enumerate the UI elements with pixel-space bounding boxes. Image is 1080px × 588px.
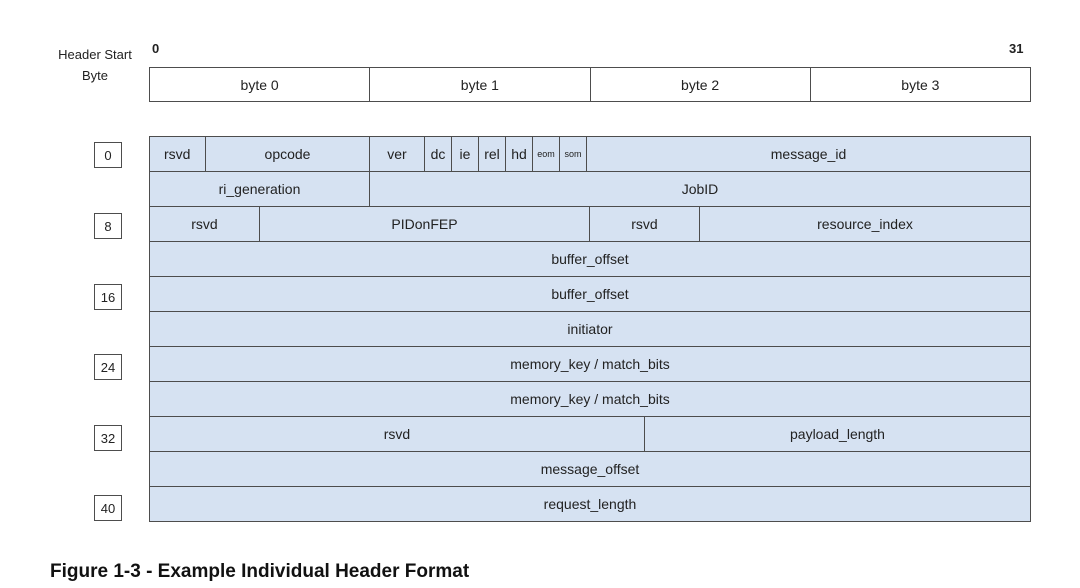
field-message-id: message_id	[770, 146, 847, 162]
field-row	[150, 312, 1030, 347]
field-row	[150, 417, 1030, 452]
field-row	[150, 242, 1030, 277]
field-rsvd: rsvd	[150, 207, 260, 241]
field-eom: eom	[533, 137, 560, 171]
field-buffer-offset: buffer_offset	[551, 286, 629, 302]
figure-caption: Figure 1-3 - Example Individual Header Format	[50, 561, 470, 582]
offset-box-0: 0	[94, 142, 122, 168]
offset-box-40: 40	[94, 495, 122, 521]
field-row	[150, 277, 1030, 312]
field-request-length: request_length	[543, 496, 637, 512]
field-memory-key: memory_key / match_bits	[510, 391, 670, 407]
header-start-label	[46, 44, 144, 86]
field-message-offset: message_offset	[540, 461, 640, 477]
byte-3-cell: byte 3	[901, 76, 940, 93]
field-row	[150, 347, 1030, 382]
byte-2-cell: byte 2	[591, 68, 811, 101]
field-ver: ver	[370, 137, 425, 171]
field-memory-key: memory_key / match_bits	[510, 356, 670, 372]
bit-end-label: 31	[1009, 41, 1024, 56]
field-row	[150, 487, 1030, 521]
header-start-label-line1: Header Start	[58, 47, 132, 62]
field-buffer-offset: buffer_offset	[551, 251, 629, 267]
bit-start-label: 0	[152, 41, 160, 56]
field-pidonfep: PIDonFEP	[260, 207, 590, 241]
field-row	[150, 207, 1030, 242]
byte-1-cell: byte 1	[370, 68, 590, 101]
field-jobid: JobID	[681, 181, 719, 197]
field-ri-generation: ri_generation	[150, 172, 370, 206]
header-field-grid	[149, 136, 1031, 522]
field-resource-index: resource_index	[817, 216, 913, 232]
field-opcode: opcode	[206, 137, 370, 171]
byte-0-cell: byte 0	[150, 68, 370, 101]
offset-box-32: 32	[94, 425, 122, 451]
field-rsvd: rsvd	[150, 137, 206, 171]
field-hd: hd	[506, 137, 533, 171]
field-row	[150, 382, 1030, 417]
header-start-label-line2: Byte	[81, 68, 108, 83]
offset-box-16: 16	[94, 284, 122, 310]
field-rel: rel	[479, 137, 506, 171]
field-dc: dc	[425, 137, 452, 171]
field-initiator: initiator	[567, 321, 613, 337]
field-row	[150, 172, 1030, 207]
field-row	[150, 452, 1030, 487]
byte-header-row	[149, 67, 1031, 102]
field-row	[150, 137, 1030, 172]
field-rsvd: rsvd	[590, 207, 700, 241]
offset-box-24: 24	[94, 354, 122, 380]
field-payload-length: payload_length	[790, 426, 885, 442]
field-rsvd: rsvd	[150, 417, 645, 451]
field-som: som	[560, 137, 587, 171]
offset-box-8: 8	[94, 213, 122, 239]
field-ie: ie	[452, 137, 479, 171]
